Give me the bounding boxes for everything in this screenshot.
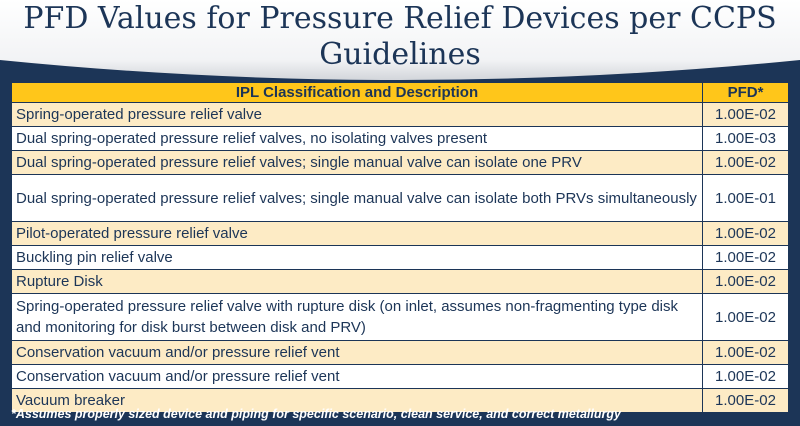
row-description: Vacuum breaker (12, 389, 703, 413)
table-row (12, 365, 789, 389)
row-pfd: 1.00E-02 (703, 389, 789, 413)
row-description: Conservation vacuum and/or pressure relief vent (12, 365, 703, 389)
header-pfd: PFD* (703, 83, 789, 103)
pfd-table-container (11, 82, 788, 413)
page-title-line-1: PFD Values for Pressure Relief Devices per CCPS (23, 1, 777, 36)
row-pfd: 1.00E-02 (703, 151, 789, 175)
row-description: Dual spring-operated pressure relief valves, no isolating valves present (12, 127, 703, 151)
row-description: Rupture Disk (12, 270, 703, 294)
title-banner (0, 0, 800, 84)
row-pfd: 1.00E-02 (703, 270, 789, 294)
row-pfd: 1.00E-02 (703, 246, 789, 270)
table-row (12, 294, 789, 341)
table-row (12, 175, 789, 222)
header-description: IPL Classification and Description (12, 83, 703, 103)
row-description: Conservation vacuum and/or pressure relief vent (12, 341, 703, 365)
table-row (12, 127, 789, 151)
table-row (12, 103, 789, 127)
footnote: *Assumes properly sized device and piping for specific scenario, clean service, and correct metallurgy (11, 407, 621, 421)
row-pfd: 1.00E-02 (703, 222, 789, 246)
table-row (12, 270, 789, 294)
row-description: Buckling pin relief valve (12, 246, 703, 270)
row-description: Spring-operated pressure relief valve (12, 103, 703, 127)
pfd-table (11, 82, 789, 413)
row-description: Spring-operated pressure relief valve with rupture disk (on inlet, assumes non-fragmenting type disk and monitoring for disk burst between disk and PRV) (12, 294, 703, 341)
row-description: Dual spring-operated pressure relief valves; single manual valve can isolate both PRVs simultaneously (12, 175, 703, 222)
row-pfd: 1.00E-01 (703, 175, 789, 222)
row-pfd: 1.00E-02 (703, 103, 789, 127)
table-header-row (12, 83, 789, 103)
row-pfd: 1.00E-03 (703, 127, 789, 151)
row-description: Pilot-operated pressure relief valve (12, 222, 703, 246)
table-row (12, 222, 789, 246)
row-description: Dual spring-operated pressure relief valves; single manual valve can isolate one PRV (12, 151, 703, 175)
page-title (0, 0, 800, 73)
row-pfd: 1.00E-02 (703, 294, 789, 341)
page-title-line-2: Guidelines (319, 37, 481, 72)
table-row (12, 246, 789, 270)
row-pfd: 1.00E-02 (703, 365, 789, 389)
table-row (12, 341, 789, 365)
table-row (12, 151, 789, 175)
row-pfd: 1.00E-02 (703, 341, 789, 365)
